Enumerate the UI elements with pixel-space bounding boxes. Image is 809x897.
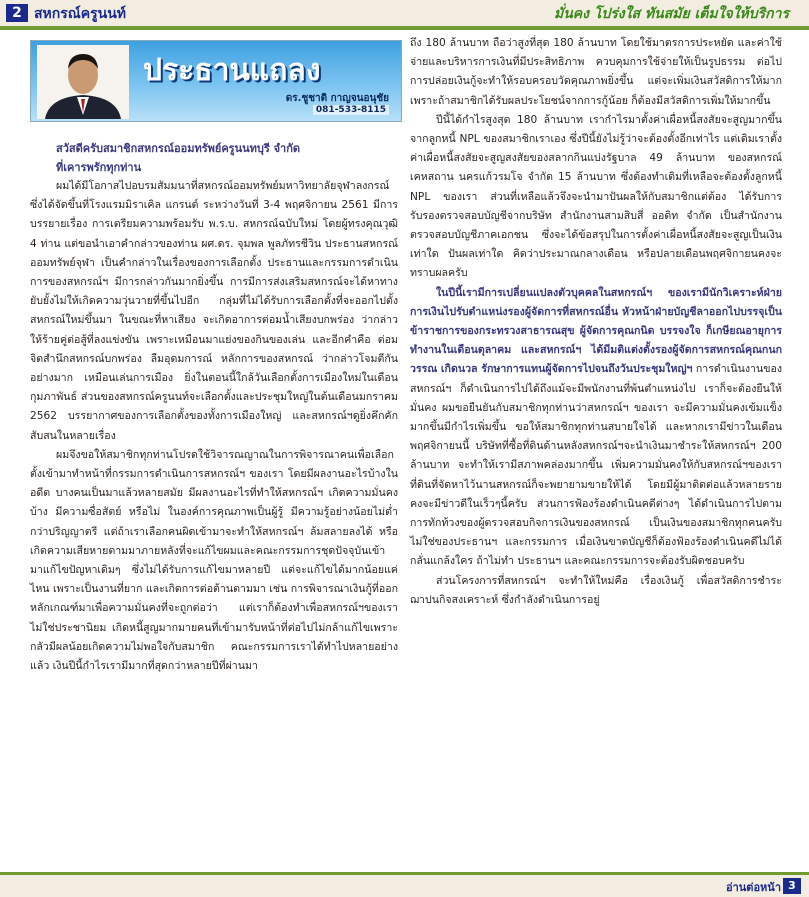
- continue-page-number: 3: [783, 878, 801, 894]
- president-banner: [30, 40, 402, 122]
- banner-title: ประธานแถลง: [143, 53, 321, 88]
- page-footer: [0, 875, 809, 897]
- left-paragraph: ผมจึงขอให้สมาชิกทุกท่านโปรดใช้วิจารณญาณในการพิจารณาคนเพื่อเลือกตั้งเข้ามาทำหน้าที่กรรมการดำเนินการสหกรณ์ฯ ของเรา โดยมีผลงานอะไรบ้างในอดีต บางคนเป็นมาแล้วหลายสมัย มีผลงานอะไรที่ทำให้สหกรณ์ฯ เกิดความมั่นคงบ้าง มีความซื่อสัตย์ หรือไม่ ในองค์การคุณภาพเป็นผู้รู้ มีความรู้อย่างน้อยไม่ต่ำกว่าปริญญาตรี แต่ถ้าเราเลือกคนผิดเข้ามาจะทำให้สหกรณ์ฯ ล้มสลายลงได้ หรือเกิดความเสียหายตามมาภายหลังที่จะแก้ไขผมและคณะกรรมการชุดปัจจุบันเข้ามาแก้ไขปัญหาเดิมๆ ซึ่งไม่ได้รับการแก้ไขมาหลายปี แต่จะแก้ไขได้มากน้อยแค่ไหน เพราะเป็นงานที่ยาก และเกิดการต่อต้านตามมา เช่น การพิจารณาเงินกู้ที่ออกหลักเกณฑ์มาเพื่อความมั่นคงที่จะถูกต่อว่า แต่เราก็ต้องทำเพื่อสหกรณ์ฯของเรา ไม่ใช่ประชานิยม เกิดหนี้สูญมากมายคนที่เข้ามารับหน้าที่ต่อไปไม่กล้าแก้ไขเพราะกลัวมีผลน้อยเกิดความไม่พอใจกับสมาชิก คณะกรรมการเราได้ทำไปหลายอย่างแล้ว เงินปีนี้กำไรเรามีมากที่สุดกว่าหลายปีที่ผ่านมา: [30, 448, 398, 673]
- greeting-line-1: สวัสดีครับสมาชิกสหกรณ์ออมทรัพย์ครูนนทบุรี จำกัด: [56, 142, 301, 155]
- page-header: [0, 0, 809, 26]
- left-column: [30, 139, 398, 676]
- highlighted-text: ในปีนี้เรามีการเปลี่ยนแปลงตัวบุคคลในสหกรณ์ฯ ของเรามีนักวิเคราะห์ฝ่ายการเงินไปรับตำแหน่งรองผู้จัดการที่สหกรณ์อื่น หัวหน้าฝ่ายบัญชีลาออกไปบรรจุเป็นข้าราชการของกระทรวงสาธารณสุข ผู้จัดการคุณกนิด บรรจงใจ ก็เกษียณอายุการทำงานในเดือนตุลาคม และสหกรณ์ฯ ได้มีมติแต่งตั้งรองผู้จัดการสหกรณ์คุณกนกวรรณ เกิดนวล รักษาการแทนผู้จัดการไปจนถึงวันประชุมใหญ่ฯ: [410, 286, 782, 376]
- header-slogan: มั่นคง โปร่งใส ทันสมัย เต็มใจให้บริการ: [553, 6, 789, 22]
- right-paragraph: [410, 284, 782, 572]
- president-portrait: [37, 45, 129, 119]
- paragraph-continuation: การดำเนินงานของสหกรณ์ฯ ก็ดำเนินการไปได้ถึงแม้จะมีพนักงานที่พ้นตำแหน่งไป เราก็จะต้องยืนให้มั่นคง ผมขอยืนยันกับสมาชิกทุกท่านว่าสหกรณ์ฯ ของเรา จะมีความมั่นคงเข้มแข็งมากขึ้นมีกำไรเพิ่มขึ้น ขอให้สมาชิกทุกท่านสบายใจได้ และหากเรามีข่าวในเดือนพฤศจิกายนนี้ บริษัทที่ซื้อที่ดินด้านหลังสหกรณ์ฯจะนำเงินมาชำระให้สหกรณ์ฯ 200 ล้านบาท จะทำให้เรามีสภาพคล่องมากขึ้น เพิ่มความมั่นคงให้กับสหกรณ์ฯของเรา ที่ดินที่จัดหาไว้นานสหกรณ์ก็จะพยายามขายให้ได้ โดยมีผู้มาติดต่อแล้วหลายราย คงจะมีข่าวดีในเร็วๆนี้ครับ ส่วนการฟ้องร้องดำเนินคดีต่างๆ ได้ดำเนินการไปตามการทักท้วงของผู้ตรวจสอบกิจการเงินของสหกรณ์ เป็นเงินของสมาชิกทุกคนครับ ไม่ใช่ของประธานฯ และกรรมการ เมื่อเงินขาดบัญชีก็ต้องฟ้องร้องดำเนินคดีไม่ได้กลั่นแกล้งใคร ถ้าไม่ทำ ประธานฯ และคณะกรรมการจะต้องรับผิดชอบครับ: [410, 363, 782, 568]
- continue-label: อ่านต่อหน้า: [726, 881, 781, 894]
- section-title: สหกรณ์ครูนนท์: [34, 6, 127, 22]
- president-name: ดร.ชูชาติ กาญจนอนุชัย: [285, 93, 389, 104]
- header-divider: [0, 26, 809, 30]
- greeting-line-2: ที่เคารพรักทุกท่าน: [56, 161, 142, 174]
- right-paragraph: ถึง 180 ล้านบาท ถือว่าสูงที่สุด 180 ล้านบาท โดยใช้มาตรการประหยัด และค่าใช้จ่ายและบริหารการเงินที่มีประสิทธิภาพ ควบคุมการใช้จ่ายให้เป็นรูปธรรม ต่อไปการปล่อยเงินกู้จะทำให้รอบครอบวัดคุณภาพยิ่งขึ้น แต่จะเพิ่มเงินสวัสดิการให้มาก เพราะถ้าสมาชิกได้รับผลประโยชน์จากการกู้น้อย ก็ต้องมีสวัสดิการเพิ่มให้มากขึ้น: [410, 37, 782, 107]
- left-paragraph: ผมได้มีโอกาสไปอบรมสัมมนาที่สหกรณ์ออมทรัพย์มหาวิทยาลัยจุฬาลงกรณ์ ซึ่งได้จัดขึ้นที่โรงแรมมิราเคิล แกรนด์ ระหว่างวันที่ 3-4 พฤศจิกายน 2561 มีการบรรยายเรื่อง การเตรียมความพร้อมรับ พ.ร.บ. สหกรณ์ฉบับใหม่ โดยผู้ทรงคุณวุฒิ 4 ท่าน แต่ขอนำเอาคำกล่าวของท่าน ผศ.ดร. จุมพล พูลภัทรชีวิน ประธานสหกรณ์ออมทรัพย์จุฬา เป็นคำกล่าวในเรื่องของการเลือกตั้ง ประธานและกรรมการดำเนินการของสหกรณ์ฯ มีการกล่าวกันมากยิ่งขึ้น การมีการส่งเสริมสหกรณ์จะได้หาทางยับยั้งไม่ให้เกิดความวุ่นวายที่ขึ้นไปอีก กลุ่มที่ไม่ได้รับการเลือกตั้งที่จะออกไปตั้งสหกรณ์ใหม่ขึ้นมา ในขณะที่หาเสียง จะเกิดอาการต่อมน้ำเสียงบกพร่อง ว่ากล่าวให้ร้ายคู่ต่อสู้ที่ลงแข่งขัน เพราะเหมือนมาแย่งของกินของเล่น และอีกคำคือ ต่อมจิตสำนึกสหกรณ์บกพร่อง ลืมอุดมการณ์ หลักการของสหกรณ์ ว่ากล่าวโจมตีกันอย่างมาก เหมือนเล่นการเมือง ยิ่งในตอนนี้ใกล้วันเลือกตั้งการเมืองใหม่ในเดือนกุมภาพันธ์ ส่วนของสหกรณ์ครูนนท์จะเลือกตั้งและประชุมใหญ่ในต้นเดือนมกราคม 2562 บรรยากาศของการเลือกตั้งของทั้งการเมืองใหญ่ และสหกรณ์ฯดูยิ่งคึกคักสับสนในหลายเรื่อง: [30, 180, 398, 442]
- right-column: [410, 34, 782, 610]
- president-phone: 081-533-8115: [313, 105, 389, 115]
- right-paragraph: ปีนี้ได้กำไรสูงสุด 180 ล้านบาท เรากำไรมาตั้งค่าเผื่อหนี้สงสัยจะสูญมากขึ้นจากลูกหนี้ NPL ของสมาชิกเราเอง ซึ่งปีนี้ยังไม่รู้ว่าจะต้องตั้งอีกเท่าไร แต่เดิมเราตั้งค่าเผื่อหนี้สงสัยจะสูญสงสัยของสลากกินแบ่งรัฐบาล 49 ล้านบาท ของสหกรณ์เคหสถาน นครแก้วรมโจ จำกัด 15 ล้านบาท ซึ่งต้องทำเดิมที่เหลือจะต้องตั้งลูกหนี้ NPL ของเรา ส่วนที่เหลือแล้วจึงจะนำมาปันผลให้กับสมาชิกแต่ต้อง ได้รับการรับรองตรวจสอบบัญชีจากบริษัท สำนักงานสามสิบสี่ ออดิท จำกัด เป็นสำนักงานตรวจสอบบัญชีภาคเอกชน ซึ่งจะได้ข้อสรุปในการตั้งค่าเผื่อหนี้สงสัยจะสูญเป็นเงินเท่าใด ปันผลเท่าใด คิดว่าประมาณกลางเดือน หรือปลายเดือนพฤศจิกายนคงจะทราบผลครับ: [410, 113, 782, 280]
- right-paragraph: ส่วนโครงการที่สหกรณ์ฯ จะทำให้ใหม่คือ เรื่องเงินกู้ เพื่อสวัสดิการชำระฌาปนกิจสงเคราะห์ ซึ่งกำลังดำเนินการอยู่: [410, 574, 782, 606]
- page-number-badge: 2: [6, 4, 28, 22]
